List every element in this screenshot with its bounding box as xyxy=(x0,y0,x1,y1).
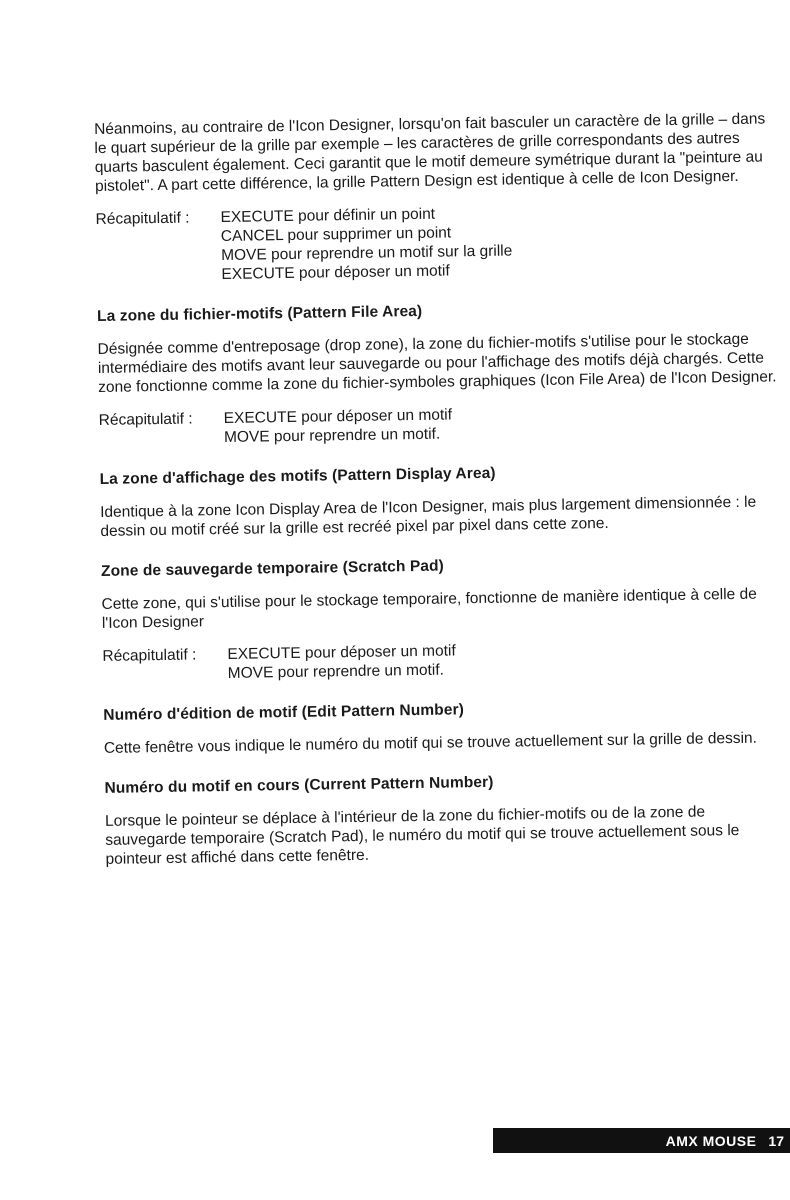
recap-line: CANCEL pour supprimer un point xyxy=(220,224,452,246)
recap-label: Récapitulatif : xyxy=(98,410,193,429)
section-text-pattern-display-area: Identique à la zone Icon Display Area de l'Icon Designer, mais plus largement dimensionnée : le dessin ou motif créé sur la grille est recréé pixel par pixel dans cette zone. xyxy=(100,493,757,540)
page-number: 17 xyxy=(768,1132,784,1149)
recap-line: EXECUTE pour déposer un motif xyxy=(221,262,450,284)
footer-brand: AMX MOUSE xyxy=(665,1132,757,1149)
document-page xyxy=(94,109,786,883)
recap-block-2 xyxy=(99,400,780,449)
recap-block-3 xyxy=(102,636,783,685)
section-text-edit-pattern-number: Cette fenêtre vous indique le numéro du motif qui se trouve actuellement sur la grille de dessin. xyxy=(103,729,758,757)
section-text-scratch-pad: Cette zone, qui s'utilise pour le stockage temporaire, fonctionne de manière identique à celle de l'Icon Designer xyxy=(101,585,757,632)
section-text-pattern-file-area: Désignée comme d'entreposage (drop zone), la zone du fichier-motifs s'utilise pour le stockage intermédiaire des motifs avant leur sauvegarde ou pour l'affichage des motifs déjà chargés. Cette zone fonctionne comme la zone du fichier-symboles graphiques (Icon File Area) de l'Icon Designer. xyxy=(97,330,777,396)
recap-line: MOVE pour reprendre un motif. xyxy=(227,661,445,682)
section-heading-pattern-display-area: La zone d'affichage des motifs (Pattern Display Area) xyxy=(99,464,496,488)
recap-lines xyxy=(224,405,453,447)
recap-line: MOVE pour reprendre un motif. xyxy=(223,425,441,446)
recap-line: EXECUTE pour définir un point xyxy=(220,205,436,227)
recap-label: Récapitulatif : xyxy=(95,209,190,228)
intro-paragraph: Néanmoins, au contraire de l'Icon Designer, lorsqu'on fait basculer un caractère de la grille – dans le quart supérieur de la grille par exemple – les caractères de grille correspondants des autres quarts basculent également. Ceci garantit que le motif demeure symétrique durant la "peinture au pistolet". A part cette différence, la grille Pattern Design est identique à celle de Icon Designer. xyxy=(94,110,766,195)
recap-line: EXECUTE pour déposer un motif xyxy=(223,406,453,427)
section-heading-edit-pattern-number: Numéro d'édition de motif (Edit Pattern Number) xyxy=(103,701,465,724)
recap-lines xyxy=(227,641,456,683)
recap-block-1 xyxy=(95,199,776,286)
page-footer xyxy=(493,1128,790,1153)
recap-line: MOVE pour reprendre un motif sur la grille xyxy=(221,242,513,265)
recap-line: EXECUTE pour déposer un motif xyxy=(227,642,456,663)
section-heading-pattern-file-area: La zone du fichier-motifs (Pattern File Area) xyxy=(96,302,423,325)
section-heading-scratch-pad: Zone de sauvegarde temporaire (Scratch Pad) xyxy=(100,557,445,580)
recap-label: Récapitulatif : xyxy=(102,646,197,665)
section-text-current-pattern-number: Lorsque le pointeur se déplace à l'intérieur de la zone du fichier-motifs ou de la zone de sauvegarde temporaire (Scratch Pad), le numéro du motif qui se trouve actuellement sous le pointeur est affiché dans cette fenêtre. xyxy=(104,803,740,868)
recap-lines xyxy=(220,203,512,284)
section-heading-current-pattern-number: Numéro du motif en cours (Current Pattern Number) xyxy=(104,773,494,797)
